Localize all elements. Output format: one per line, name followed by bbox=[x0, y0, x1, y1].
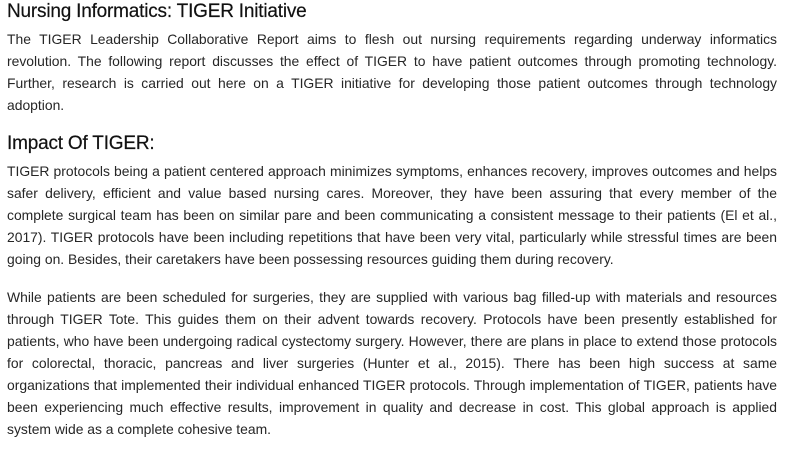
impact-paragraph-1: TIGER protocols being a patient centered approach minimizes symptoms, enhances recovery, improves outcomes and helps safer delivery, efficient and value based nursing cares. Moreover, they have been assuring that every member of the complete surgical team has been on similar pare and been communicating a consistent message to their patients (El et al., 2017). TIGER protocols have been including repetitions that have been very vital, particularly while stressful times are been going on. Besides, their caretakers have been possessing resources guiding them during recovery. bbox=[7, 163, 777, 267]
intro-paragraph: The TIGER Leadership Collaborative Report aims to flesh out nursing requirements regarding underway informatics revolution. The following report discusses the effect of TIGER to have patient outcomes through promoting technology. Further, research is carried out here on a TIGER initiative for developing those patient outcomes through technology adoption. bbox=[7, 31, 777, 113]
document-title: Nursing Informatics: TIGER Initiative bbox=[7, 1, 307, 22]
impact-paragraph-2: While patients are been scheduled for surgeries, they are supplied with various bag filled-up with materials and resources through TIGER Tote. This guides them on their advent towards recovery. Protocols have been presently established for patients, who have been undergoing radical cystectomy surgery. However, there are plans in place to extend those protocols for colorectal, thoracic, pancreas and liver surgeries (Hunter et al., 2015). There has been high success at same organizations that implemented their individual enhanced TIGER protocols. Through implementation of TIGER, patients have been experiencing much effective results, improvement in quality and decrease in cost. This global approach is applied system wide as a complete cohesive team. bbox=[7, 289, 777, 437]
section-heading-impact: Impact Of TIGER: bbox=[7, 133, 155, 154]
